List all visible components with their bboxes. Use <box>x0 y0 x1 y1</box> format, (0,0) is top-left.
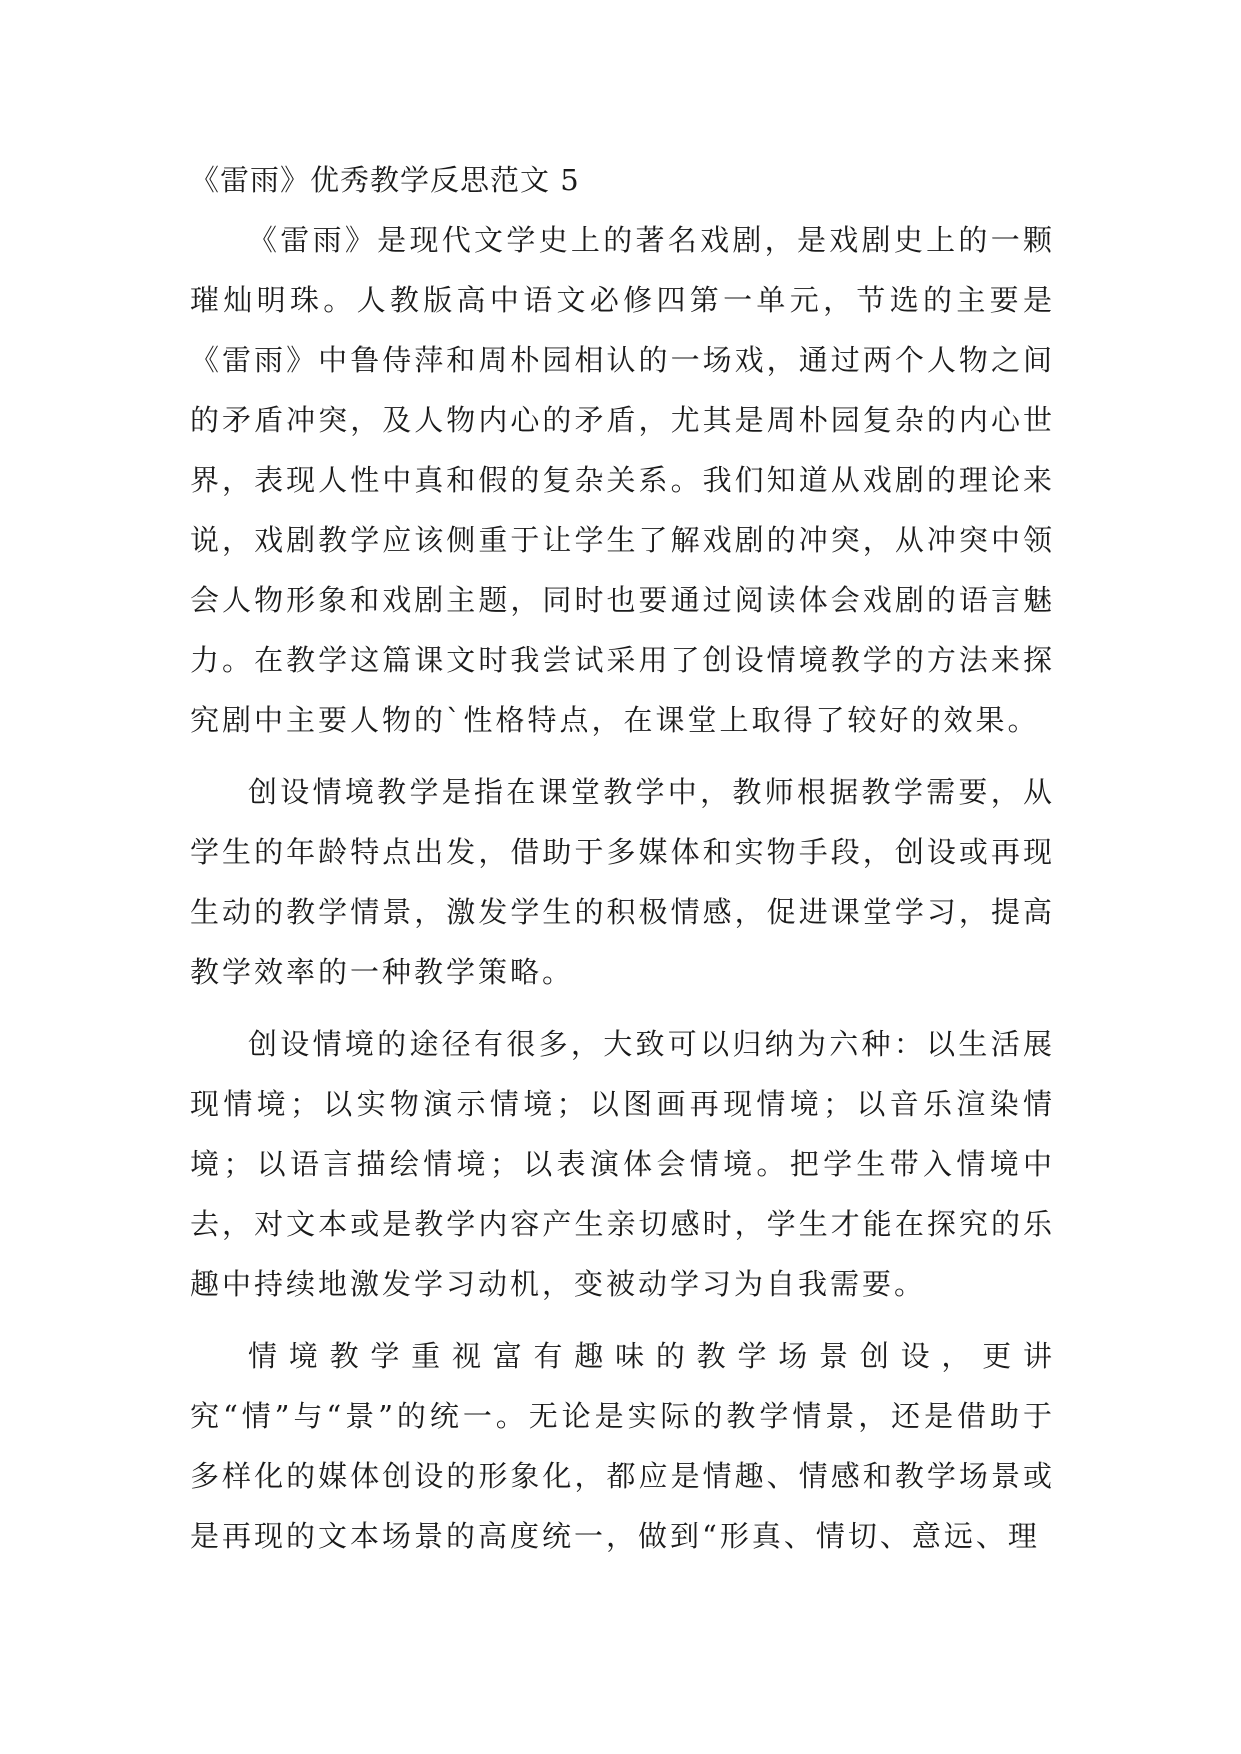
paragraph-1: 《雷雨》是现代文学史上的著名戏剧，是戏剧史上的一颗璀灿明珠。人教版高中语文必修四第一单元，节选的主要是《雷雨》中鲁侍萍和周朴园相认的一场戏，通过两个人物之间的矛盾冲突，及人物内心的矛盾，尤其是周朴园复杂的内心世界，表现人性中真和假的复杂关系。我们知道从戏剧的理论来说，戏剧教学应该侧重于让学生了解戏剧的冲突，从冲突中领会人物形象和戏剧主题，同时也要通过阅读体会戏剧的语言魅力。在教学这篇课文时我尝试采用了创设情境教学的方法来探究剧中主要人物的`性格特点，在课堂上取得了较好的效果。 <box>190 223 1055 737</box>
paragraph-4: 情境教学重视富有趣味的教学场景创设，更讲究“情”与“景”的统一。无论是实际的教学情景，还是借助于多样化的媒体创设的形象化，都应是情趣、情感和教学场景或是再现的文本场景的高度统一，做到“形真、情切、意远、理 <box>190 1339 1055 1553</box>
paragraph-2: 创设情境教学是指在课堂教学中，教师根据教学需要，从学生的年龄特点出发，借助于多媒体和实物手段，创设或再现生动的教学情景，激发学生的积极情感，促进课堂学习，提高教学效率的一种教学策略。 <box>190 775 1055 989</box>
document-title: 《雷雨》优秀教学反思范文 5 <box>190 163 580 197</box>
paragraph-3: 创设情境的途径有很多，大致可以归纳为六种：以生活展现情境；以实物演示情境；以图画再现情境；以音乐渲染情境；以语言描绘情境；以表演体会情境。把学生带入情境中去，对文本或是教学内容产生亲切感时，学生才能在探究的乐趣中持续地激发学习动机，变被动学习为自我需要。 <box>190 1027 1055 1301</box>
document-page <box>190 150 1055 1578</box>
